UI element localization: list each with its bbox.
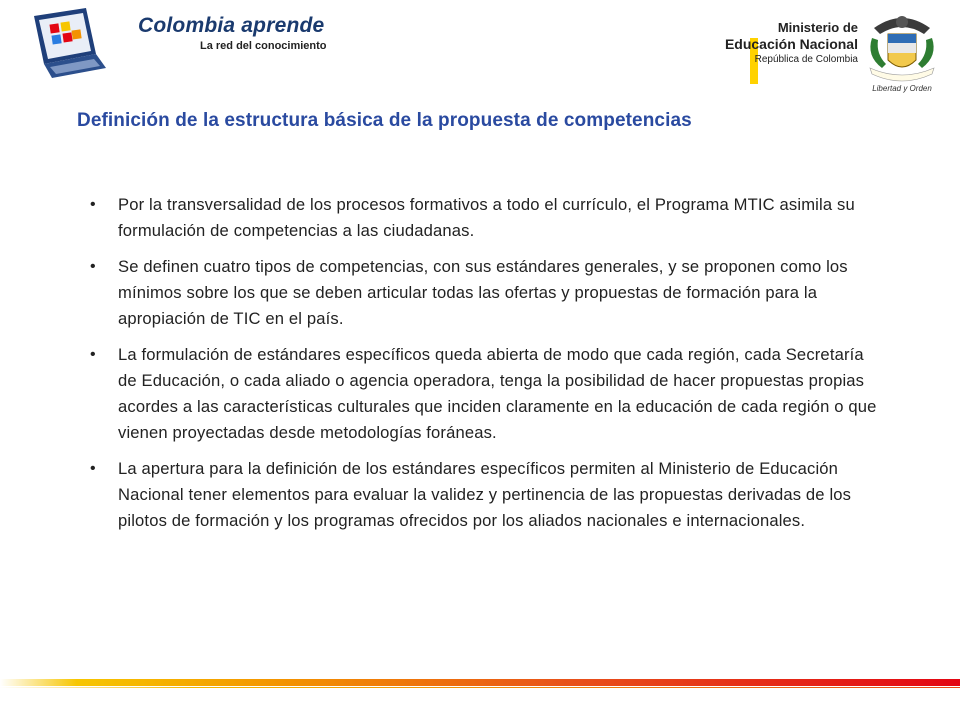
bullet-item: [90, 456, 880, 534]
footer-gradient-bar: [0, 679, 960, 686]
colombia-aprende-logo: [30, 6, 330, 92]
ministry-logo: [724, 6, 950, 102]
bullet-dot-icon: •: [90, 346, 96, 363]
ministry-line2: Educación Nacional: [724, 36, 858, 52]
bullet-text: La apertura para la definición de los estándares específicos permiten al Ministerio de Educación Nacional tener elementos para evaluar la validez y pertinencia de las propuestas derivadas de los pilotos de formación y los programas ofrecidos por los aliados nacionales e internacionales.: [118, 459, 852, 530]
footer-line: [0, 687, 960, 688]
bullet-item: [90, 254, 880, 332]
brand-title: Colombia aprende: [138, 14, 325, 37]
bullet-item: [90, 342, 880, 446]
bullet-text: Se definen cuatro tipos de competencias, con sus estándares generales, y se proponen como los mínimos sobre los que se deben articular todas las ofertas y propuestas de formación para la apropiación de TIC en el país.: [118, 257, 848, 328]
ministry-text: [725, 20, 858, 67]
ministry-line1: Ministerio de: [777, 20, 858, 35]
bullet-dot-icon: •: [90, 196, 96, 213]
slide-title: Definición de la estructura básica de la propuesta de competencias: [77, 110, 692, 131]
bullet-item: [90, 192, 880, 244]
seal-caption: Libertad y Orden: [872, 84, 932, 93]
ministry-line3: República de Colombia: [754, 54, 858, 65]
brand-subtitle: La red del conocimiento: [200, 40, 327, 52]
bullet-list: [90, 192, 880, 544]
bullet-dot-icon: •: [90, 258, 96, 275]
laptop-icon: [30, 6, 110, 86]
bullet-text: Por la transversalidad de los procesos formativos a todo el currículo, el Programa MTIC asimila su formulación de competencias a las ciudadanas.: [118, 195, 855, 240]
bullet-dot-icon: •: [90, 460, 96, 477]
bullet-text: La formulación de estándares específicos queda abierta de modo que cada región, cada Secretaría de Educación, o cada aliado o agencia operadora, tenga la posibilidad de hacer propuestas propias acordes a las características culturales que inciden claramente en la educación de cada región o que vienen proyectadas desde metodologías foráneas.: [118, 345, 877, 442]
